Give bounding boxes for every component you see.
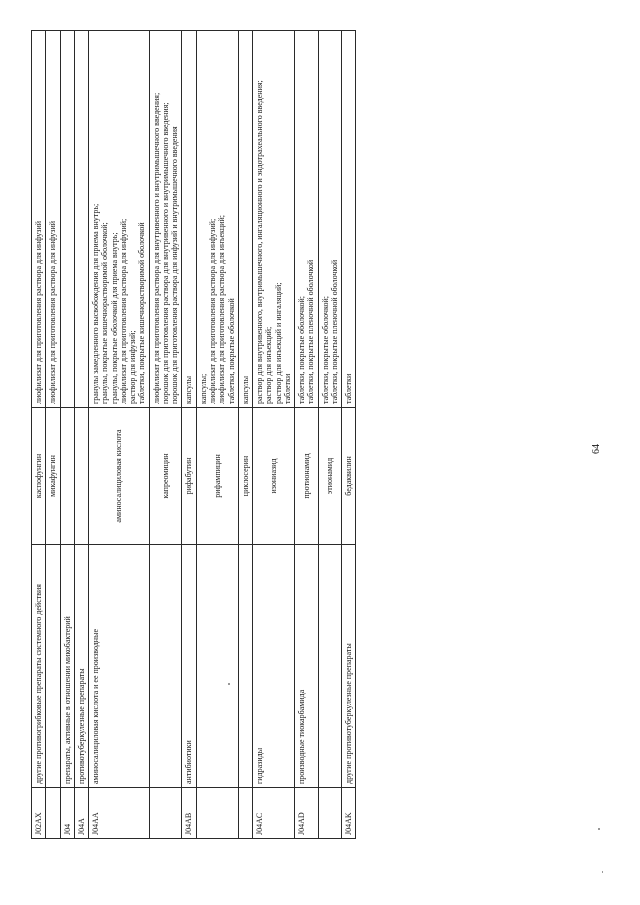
dosage-forms-cell: [182, 31, 196, 408]
group-name-cell: препараты, активные в отношении микобактерий: [60, 545, 74, 788]
dosage-form-line: лиофилизат для приготовления раствора для инфузий;: [118, 218, 128, 404]
dosage-form-line: капсулы: [184, 376, 194, 404]
dosage-form-line: раствор для инъекций;: [264, 326, 274, 404]
drug-name-cell: каспофунгин: [32, 408, 46, 545]
dosage-form-line: порошок для приготовления раствора для внутривенного и внутримышечного введения;: [160, 102, 170, 404]
drug-name-cell: этионамид: [318, 408, 342, 545]
dosage-form-line: гранулы замедленного высвобождения для приема внутрь;: [91, 203, 101, 404]
group-name-cell: противотуберкулезные препараты: [74, 545, 88, 788]
dosage-form-line: таблетки: [344, 373, 354, 404]
group-name-cell: [46, 545, 60, 788]
scan-speck: [602, 871, 603, 873]
atc-code-cell: J04AA: [89, 788, 150, 839]
dosage-forms-cell: [253, 31, 295, 408]
dosage-forms-cell: [196, 31, 238, 408]
atc-code-cell: [318, 788, 342, 839]
dosage-form-line: раствор для инфузий;: [128, 330, 138, 404]
atc-code-cell: J02AX: [32, 788, 46, 839]
drug-table: [31, 30, 356, 839]
group-name-cell: антибиотики: [182, 545, 196, 788]
drug-name-cell: изониазид: [253, 408, 295, 545]
drug-name-cell: рифампицин: [196, 408, 238, 545]
dosage-form-line: порошок для приготовления раствора для инфузий и внутримышечного введения: [170, 126, 180, 404]
dosage-form-line: таблетки, покрытые пленочной оболочкой: [329, 259, 339, 404]
group-name-cell: производные тиокарбамида: [295, 545, 319, 788]
drug-name-cell: бедаквилин: [342, 408, 356, 545]
atc-code-cell: J04AB: [182, 788, 196, 839]
atc-code-cell: [149, 788, 182, 839]
drug-name-cell: микафунгин: [46, 408, 60, 545]
dosage-forms-cell: [74, 31, 88, 408]
dosage-form-line: гранулы, покрытые оболочкой для приема внутрь;: [109, 232, 119, 404]
table-row: [89, 31, 150, 839]
atc-code-cell: J04AD: [295, 788, 319, 839]
dosage-forms-cell: [89, 31, 150, 408]
group-name-cell: аминосалициловая кислота и ее производные: [89, 545, 150, 788]
table-row: [32, 31, 46, 839]
dosage-form-line: лиофилизат для приготовления раствора для внутривенного и внутримышечного введения;: [151, 92, 161, 404]
group-name-cell: другие противотуберкулезные препараты: [342, 545, 356, 788]
dosage-forms-cell: [149, 31, 182, 408]
dosage-form-line: таблетки, покрытые оболочкой: [226, 298, 236, 404]
dosage-form-line: капсулы: [240, 376, 250, 404]
dosage-form-line: лиофилизат для приготовления раствора для инфузий: [34, 220, 43, 404]
group-name-cell: другие противогрибковые препараты системного действия: [32, 545, 46, 788]
drug-name-cell: аминосалициловая кислота: [89, 408, 150, 545]
dosage-forms-cell: [318, 31, 342, 408]
group-name-cell: гидразиды: [253, 545, 295, 788]
scan-speck: [228, 683, 230, 685]
table-row: [149, 31, 182, 839]
dosage-form-line: таблетки, покрытые оболочкой;: [297, 296, 307, 404]
table-row: [318, 31, 342, 839]
table-row: [196, 31, 238, 839]
dosage-form-line: лиофилизат для приготовления раствора для инфузий;: [207, 218, 217, 404]
atc-code-cell: [196, 788, 238, 839]
dosage-forms-cell: [32, 31, 46, 408]
scan-speck: [598, 828, 600, 830]
table-row: [342, 31, 356, 839]
atc-code-cell: [46, 788, 60, 839]
atc-code-cell: [238, 788, 252, 839]
dosage-form-line: таблетки, покрытые пленочной оболочкой: [306, 259, 316, 404]
dosage-form-line: раствор для инъекций и ингаляций;: [273, 282, 283, 404]
table-row: [60, 31, 74, 839]
drug-name-cell: рифабутин: [182, 408, 196, 545]
group-name-cell: [238, 545, 252, 788]
dosage-forms-cell: [46, 31, 60, 408]
dosage-form-line: лиофилизат для приготовления раствора для инъекций;: [217, 215, 227, 404]
table-row: [238, 31, 252, 839]
dosage-forms-cell: [295, 31, 319, 408]
dosage-forms-cell: [60, 31, 74, 408]
atc-code-cell: J04A: [74, 788, 88, 839]
group-name-cell: [149, 545, 182, 788]
atc-code-cell: J04AC: [253, 788, 295, 839]
table-row: [182, 31, 196, 839]
drug-table-body: [32, 31, 356, 839]
table-row: [46, 31, 60, 839]
table-row: [295, 31, 319, 839]
drug-name-cell: капреомицин: [149, 408, 182, 545]
atc-code-cell: J04AK: [342, 788, 356, 839]
dosage-forms-cell: [342, 31, 356, 408]
rotated-page: [31, 59, 613, 839]
dosage-forms-cell: [238, 31, 252, 408]
group-name-cell: [318, 545, 342, 788]
dosage-form-line: раствор для внутривенного, внутримышечного, ингаляционного и эндотрахеального введения;: [255, 80, 265, 404]
table-row: [253, 31, 295, 839]
drug-name-cell: протионамид: [295, 408, 319, 545]
dosage-form-line: гранулы, покрытые кишечнорастворимой оболочкой;: [100, 222, 110, 404]
page-number: 64: [591, 444, 602, 454]
drug-name-cell: циклосерин: [238, 408, 252, 545]
dosage-form-line: таблетки, покрытые оболочкой;: [320, 296, 330, 404]
drug-name-cell: [74, 408, 88, 545]
dosage-form-line: таблетки: [282, 373, 292, 404]
dosage-form-line: капсулы;: [198, 373, 208, 404]
dosage-form-line: лиофилизат для приготовления раствора для инфузий: [48, 220, 58, 404]
dosage-form-line: таблетки, покрытые кишечнорастворимой оболочкой: [137, 222, 147, 404]
group-name-cell: [196, 545, 238, 788]
atc-code-cell: J04: [60, 788, 74, 839]
drug-name-cell: [60, 408, 74, 545]
table-row: [74, 31, 88, 839]
